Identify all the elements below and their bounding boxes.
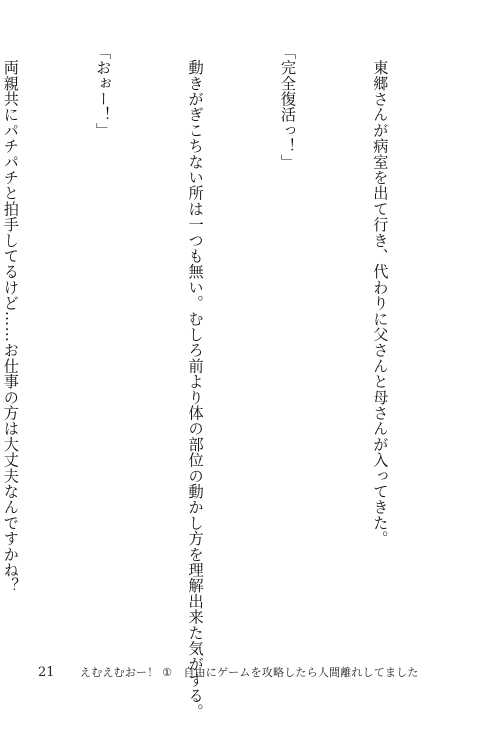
book-title: えむえむおー！ ① 自由にゲームを攻略したら人間離れしてました — [80, 666, 419, 679]
text-line: 「おぉー！」 — [94, 44, 113, 139]
text-line: 「完全復活っ！」 — [279, 44, 298, 170]
text-line: 両親共にパチパチと拍手してるけど……お仕事の方は大丈夫なんですかね？ — [1, 44, 20, 594]
text-line: 動きがぎこちない所は一つも無い。むしろ前より体の部位の動かし方を理解出来た気がする。 — [186, 44, 205, 720]
page-footer — [38, 664, 419, 680]
text-line: 東郷さんが病室を出て行き、代わりに父さんと母さんが入ってきた。 — [371, 44, 390, 547]
page-number: 21 — [38, 665, 55, 680]
